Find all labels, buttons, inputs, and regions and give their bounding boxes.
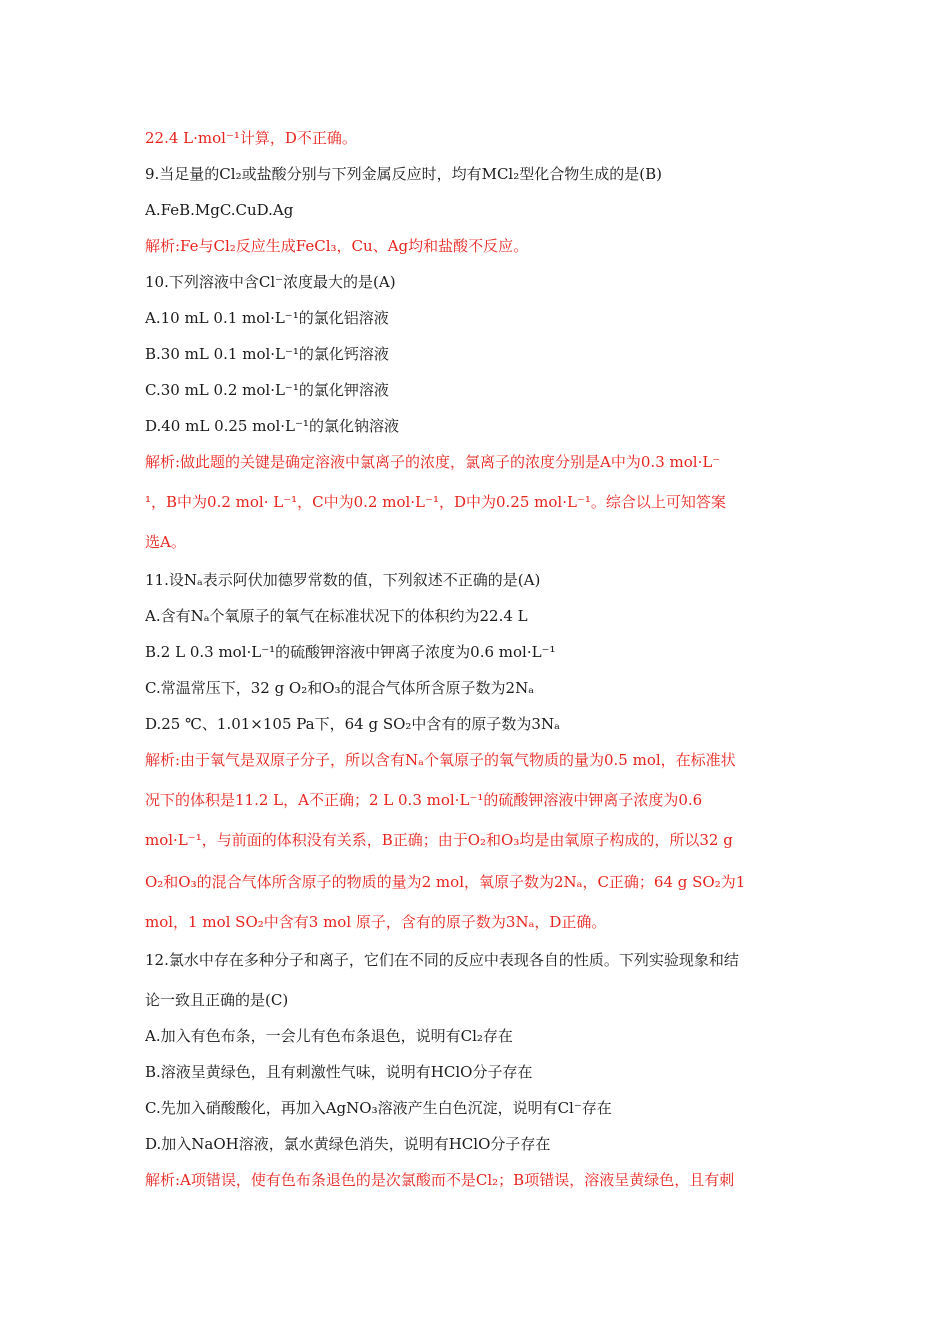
question-12-stem-line-2: 论一致且正确的是(C) bbox=[145, 991, 289, 1009]
question-11-option-a: A.含有Nₐ个氧原子的氧气在标准状况下的体积约为22.4 L bbox=[145, 607, 528, 625]
answer-explanation-line: 22.4 L·mol⁻¹计算，D不正确。 bbox=[145, 129, 357, 147]
question-10-option-a: A.10 mL 0.1 mol·L⁻¹的氯化铝溶液 bbox=[145, 309, 389, 327]
question-12-option-c: C.先加入硝酸酸化，再加入AgNO₃溶液产生白色沉淀，说明有Cl⁻存在 bbox=[145, 1099, 612, 1117]
question-10-explanation-line-3: 选A。 bbox=[145, 533, 186, 551]
question-10-option-c: C.30 mL 0.2 mol·L⁻¹的氯化钾溶液 bbox=[145, 381, 389, 399]
question-10-explanation-line-2: ¹，B中为0.2 mol· L⁻¹，C中为0.2 mol·L⁻¹，D中为0.25 mol·L⁻¹。综合以上可知答案 bbox=[145, 493, 726, 511]
question-11-explanation-line-4: O₂和O₃的混合气体所含原子的物质的量为2 mol，氧原子数为2Nₐ，C正确；64 g SO₂为1 bbox=[145, 873, 746, 891]
question-12-option-b: B.溶液呈黄绿色，且有刺激性气味，说明有HClO分子存在 bbox=[145, 1063, 533, 1081]
question-12-option-a: A.加入有色布条，一会儿有色布条退色，说明有Cl₂存在 bbox=[145, 1027, 513, 1045]
question-11-explanation-line-1: 解析:由于氧气是双原子分子，所以含有Nₐ个氧原子的氧气物质的量为0.5 mol，在标准状 bbox=[145, 751, 736, 769]
question-10-stem: 10.下列溶液中含Cl⁻浓度最大的是(A) bbox=[145, 273, 396, 291]
question-10-option-d: D.40 mL 0.25 mol·L⁻¹的氯化钠溶液 bbox=[145, 417, 399, 435]
question-11-stem: 11.设Nₐ表示阿伏加德罗常数的值，下列叙述不正确的是(A) bbox=[145, 571, 541, 589]
question-11-explanation-line-3: mol·L⁻¹，与前面的体积没有关系，B正确；由于O₂和O₃均是由氧原子构成的，所以32 g bbox=[145, 831, 733, 849]
question-9-stem: 9.当足量的Cl₂或盐酸分别与下列金属反应时，均有MCl₂型化合物生成的是(B) bbox=[145, 165, 662, 183]
question-10-option-b: B.30 mL 0.1 mol·L⁻¹的氯化钙溶液 bbox=[145, 345, 389, 363]
question-9-options: A.FeB.MgC.CuD.Ag bbox=[145, 201, 294, 219]
question-11-option-b: B.2 L 0.3 mol·L⁻¹的硫酸钾溶液中钾离子浓度为0.6 mol·L⁻¹ bbox=[145, 643, 556, 661]
question-11-option-d: D.25 ℃、1.01×105 Pa下，64 g SO₂中含有的原子数为3Nₐ bbox=[145, 715, 560, 733]
question-10-explanation-line-1: 解析:做此题的关键是确定溶液中氯离子的浓度，氯离子的浓度分别是A中为0.3 mol·L⁻ bbox=[145, 453, 721, 471]
question-11-explanation-line-2: 况下的体积是11.2 L，A不正确；2 L 0.3 mol·L⁻¹的硫酸钾溶液中钾离子浓度为0.6 bbox=[145, 791, 703, 809]
question-11-option-c: C.常温常压下，32 g O₂和O₃的混合气体所含原子数为2Nₐ bbox=[145, 679, 535, 697]
question-12-stem-line-1: 12.氯水中存在多种分子和离子，它们在不同的反应中表现各自的性质。下列实验现象和结 bbox=[145, 951, 739, 969]
question-12-explanation-line-1: 解析:A项错误，使有色布条退色的是次氯酸而不是Cl₂；B项错误，溶液呈黄绿色，且有刺 bbox=[145, 1171, 735, 1189]
question-12-option-d: D.加入NaOH溶液，氯水黄绿色消失，说明有HClO分子存在 bbox=[145, 1135, 551, 1153]
question-11-explanation-line-5: mol，1 mol SO₂中含有3 mol 原子，含有的原子数为3Nₐ，D正确。 bbox=[145, 913, 607, 931]
question-9-explanation: 解析:Fe与Cl₂反应生成FeCl₃，Cu、Ag均和盐酸不反应。 bbox=[145, 237, 529, 255]
